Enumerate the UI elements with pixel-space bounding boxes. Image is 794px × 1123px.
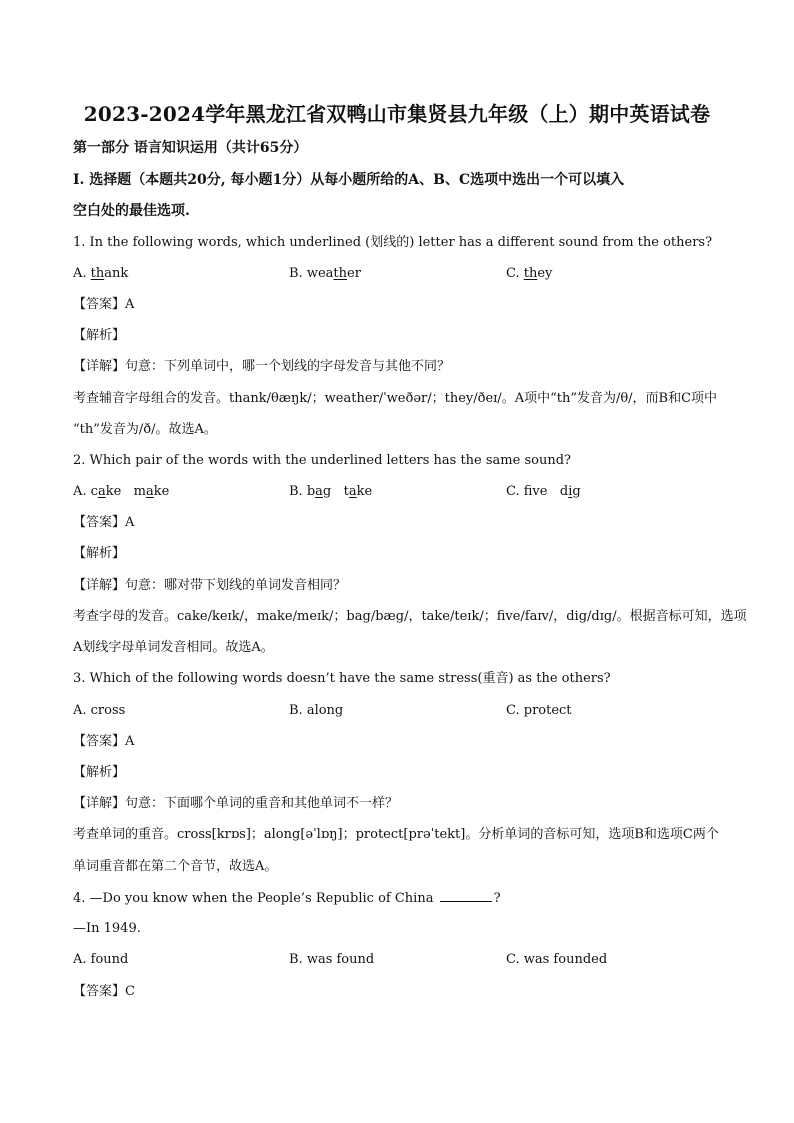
answer-blank: [440, 889, 492, 902]
q1-option-a: A. thank: [73, 266, 129, 281]
q3-answer: 【答案】A: [73, 734, 135, 749]
q3-option-b: B. along: [289, 703, 344, 718]
q2-answer: 【答案】A: [73, 515, 135, 530]
q3-explain-line2: 单词重音都在第二个音节，故选A。: [73, 859, 278, 874]
q1-option-b: B. weather: [289, 266, 361, 281]
question-4-stem: 4. —Do you know when the People’s Republic of China ?: [73, 891, 501, 906]
section-heading-line1: Ⅰ. 选择题（本题共20分, 每小题1分）从每小题所给的A、B、C选项中选出一个可以填入: [73, 172, 625, 188]
q3-detail: 【详解】句意：下面哪个单词的重音和其他单词不一样？: [73, 796, 399, 811]
q2-option-a: A. cake make: [73, 484, 170, 499]
q4-option-b: B. was found: [289, 952, 375, 967]
q3-explain-line1: 考查单词的重音。cross[krɒs]；along[əˈlɒŋ]；protect[prəˈtekt]。分析单词的音标可知，选项B和选项C两个: [73, 827, 719, 842]
question-1-stem: 1. In the following words, which underlined (划线的) letter has a different sound from the others?: [73, 235, 713, 250]
q1-explain-line1: 考查辅音字母组合的发音。thank/θæŋk/；weather/ˈweðər/；they/ðeɪ/。A项中“th”发音为/θ/，而B和C项中: [73, 391, 718, 406]
q4-option-a: A. found: [73, 952, 129, 967]
q1-explain-line2: “th”发音为/ð/。故选A。: [73, 422, 217, 437]
q2-detail: 【详解】句意：哪对带下划线的单词发音相同？: [73, 578, 347, 593]
q1-detail: 【详解】句意：下列单词中，哪一个划线的字母发音与其他不同？: [73, 359, 451, 374]
part-heading: 第一部分 语言知识运用（共计65分）: [73, 140, 308, 156]
q2-option-b: B. bag take: [289, 484, 373, 499]
q4-reply: —In 1949.: [73, 921, 141, 936]
question-2-stem: 2. Which pair of the words with the underlined letters has the same sound?: [73, 453, 571, 468]
page-title: 2023-2024学年黑龙江省双鸭山市集贤县九年级（上）期中英语试卷: [83, 102, 711, 126]
q3-option-a: A. cross: [73, 703, 126, 718]
q1-option-c: C. they: [506, 266, 553, 281]
q2-explain-line2: A划线字母单词发音相同。故选A。: [73, 640, 274, 655]
q3-analysis-label: 【解析】: [73, 765, 126, 780]
q4-option-c: C. was founded: [506, 952, 608, 967]
q4-answer: 【答案】C: [73, 984, 135, 999]
q2-explain-line1: 考查字母的发音。cake/keɪk/，make/meɪk/；bag/bæg/，take/teɪk/；five/faɪv/，dig/dɪg/。根据音标可知，选项: [73, 609, 747, 624]
section-heading-line2: 空白处的最佳选项.: [73, 203, 190, 219]
q1-answer: 【答案】A: [73, 297, 135, 312]
q2-option-c: C. fve dig: [506, 484, 581, 499]
q2-analysis-label: 【解析】: [73, 546, 126, 561]
q3-option-c: C. protect: [506, 703, 572, 718]
q1-analysis-label: 【解析】: [73, 328, 126, 343]
question-3-stem: 3. Which of the following words doesn’t have the same stress(重音) as the others?: [73, 671, 611, 686]
